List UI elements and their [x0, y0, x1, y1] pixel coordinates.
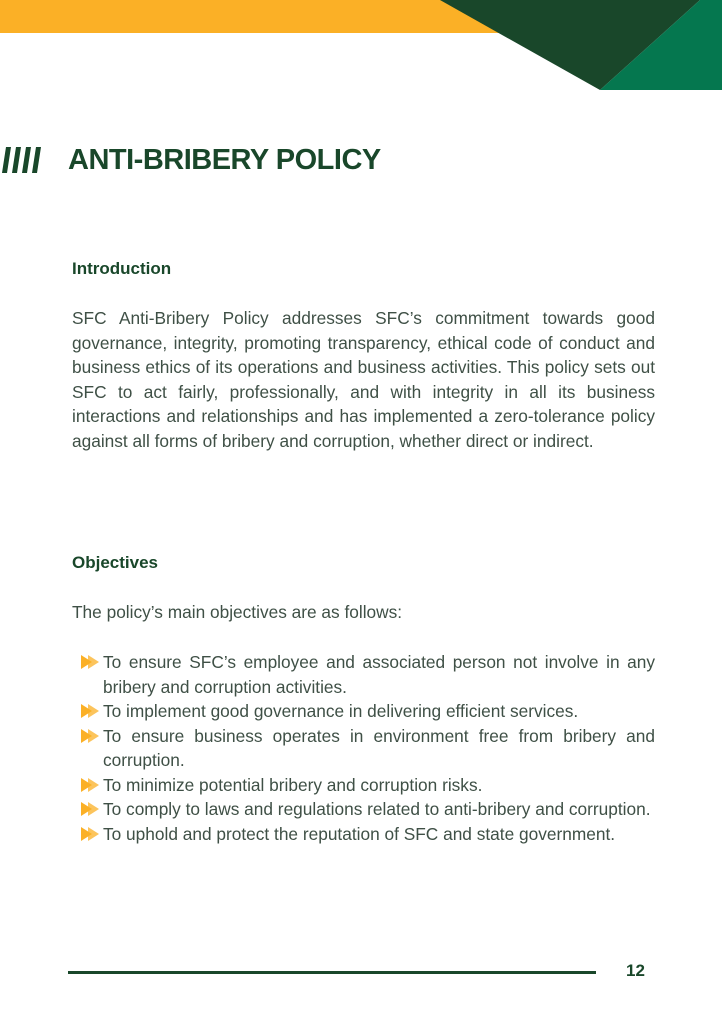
- list-item: [80, 822, 655, 847]
- list-item-text: To ensure SFC’s employee and associated person not involve in any bribery and corruption activities.: [103, 652, 655, 697]
- page-title: ANTI-BRIBERY POLICY: [68, 143, 381, 176]
- list-item-text: To comply to laws and regulations related to anti-bribery and corruption.: [103, 799, 651, 819]
- slashes-icon: [2, 145, 46, 175]
- list-item: [80, 699, 655, 724]
- list-item: [80, 797, 655, 822]
- list-item: [80, 650, 655, 699]
- list-item-text: To minimize potential bribery and corruption risks.: [103, 774, 483, 795]
- list-item-text: To ensure business operates in environment free from bribery and corruption.: [103, 725, 655, 770]
- list-item: [80, 724, 655, 773]
- footer-rule: [68, 971, 596, 974]
- list-item: [80, 773, 655, 798]
- list-item-text: To uphold and protect the reputation of SFC and state government.: [103, 823, 616, 844]
- introduction-heading: Introduction: [72, 259, 172, 278]
- double-arrow-icon: [80, 827, 102, 841]
- objectives-lead: The policy’s main objectives are as follows:: [72, 602, 403, 622]
- page-number: 12: [626, 961, 645, 980]
- objectives-list: [80, 650, 655, 846]
- double-arrow-icon: [80, 704, 102, 718]
- double-arrow-icon: [80, 729, 102, 743]
- title-row: [0, 140, 381, 180]
- objectives-heading: Objectives: [72, 553, 158, 572]
- header-decoration: [0, 0, 722, 92]
- list-item-text: To implement good governance in delivering efficient services.: [103, 701, 579, 721]
- introduction-paragraph: SFC Anti-Bribery Policy addresses SFC’s commitment towards good governance, integrity, promoting transparency, ethical code of conduct and business ethics of its operations and business activities. This policy sets out SFC to act fairly, professionally, and with integrity in all its business interactions and relationships and has implemented a zero-tolerance policy against all forms of bribery and corruption, whether direct or indirect.: [72, 308, 655, 451]
- double-arrow-icon: [80, 778, 102, 792]
- double-arrow-icon: [80, 655, 102, 669]
- double-arrow-icon: [80, 802, 102, 816]
